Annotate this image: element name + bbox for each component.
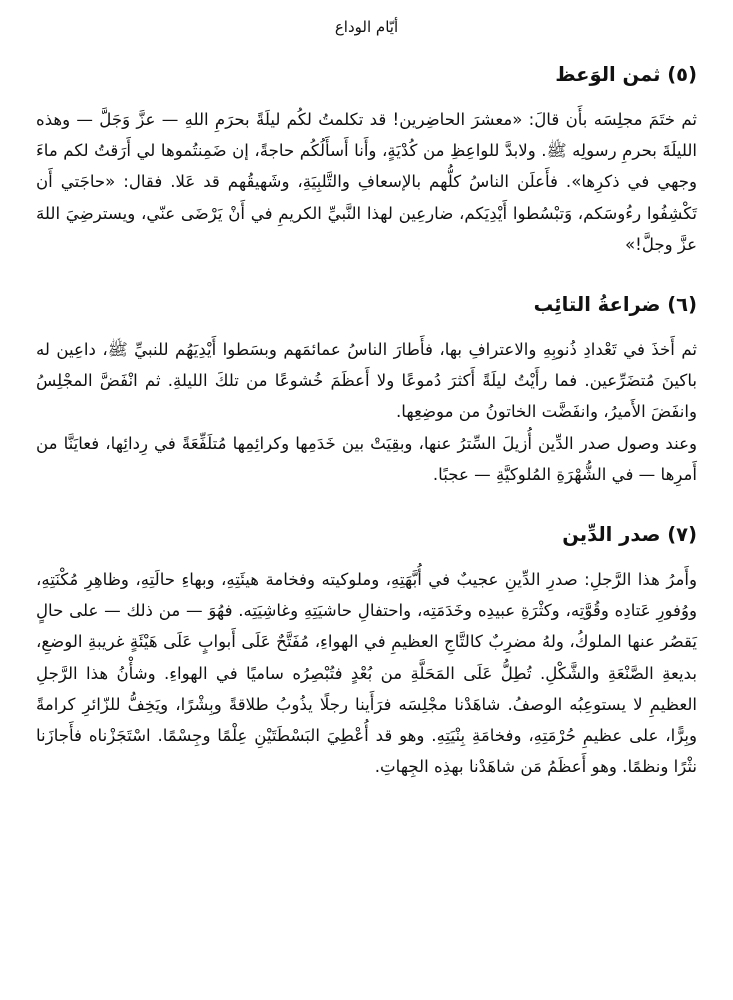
section-title: (٦) ضراعةُ التائِب xyxy=(533,293,697,317)
section-title: (٥) ثمن الوَعظ xyxy=(555,63,697,86)
paragraph: وعند وصول صدر الدِّين أُزيلَ السِّترُ عنها، وبقِيَتْ بين خَدَمِها وكرائِمِها مُتلَفِّعَةً في رِدائِها، فعايَنَّا من أَمرِها — في الشُّهْرَةِ المُلوكيَّةِ — عجبًا. xyxy=(36,433,697,484)
paragraph: ثم ختَمَ مجلِسَه بأَن قالَ: «معشرَ الحاضِرين! قد تكلمتُ لكُم ليلَةً بحرَمِ اللهِ — عزَّ وَجَلَّ — وهذه الليلَةَ بحرمِ رسولِه ﷺ. ولابدَّ للواعِظِ من كُدْيَةٍ، وأَنا أَسأَلُكُم حاجةً، إن ضَمِنتُموها لي أَرَقتُ لكم ماءَ وجهي في ذكرِها». فأَعلَن الناسُ كلُّهم بالإسعافِ والتَّلبِيَةِ، وشَهيقُهم قد عَلا. فقال: «حاجَتي أَن تَكْشِفُوا رءُوسَكم، وَتبْسُطوا أَيْدِيَكم، ضارعِين لهذا النَّبيِّ الكريمِ في أَنْ يَرْضَى عنّي، ويسترضِيَ اللهَ عزَّ وجلَّ!» xyxy=(36,110,697,254)
section-5 xyxy=(36,60,697,260)
section-7 xyxy=(36,520,697,782)
paragraph: ثم أَخذَ في تَعْدادِ ذُنوبِهِ والاعترافِ بها، فأَطارَ الناسُ عمائمَهم وبسَطوا أَيْدِيَهُم للنبيِّ ﷺ، داعِين له باكينَ مُتضَرِّعين. فما رأَيْتُ ليلَةً أَكثرَ دُموعًا ولا أَعظَمَ خُشوعًا من تلكَ الليلةِ. ثم انْفَضَّ المجْلِسُ وانفَضَ الأَميرُ، وانفَضَّت الخاتونُ من موضِعِها. xyxy=(36,340,697,422)
paragraph: وأَمرُ هذا الرَّجلِ: صدرِ الدِّينِ عجيبٌ في أُبَّهَتِهِ، وملوكيته وفخامة هيئَتِهِ، وبهاءِ حالَتِهِ، وظاهِرِ مُكْنَتِهِ، ووُفورِ عَتادِه وقُوَّتِه، وكثْرَةِ عبيدِه وخَدَمَتِه، واحتفالِ حاشيَتِهِ وغاشِيَتِه. فهُوَ — من ذلك — على حالٍ يَقصُر عنها الملوكُ، ولهُ مضرِبٌ كالتَّاجِ العظيمِ في الهواءِ، مُفَتَّحٌ عَلَى أَبوابٍ عَلَى هَيْئَةٍ غريبةِ الوضعِ، بديعةِ الصَّنْعَةِ والشَّكْلِ. تُطِلُّ عَلَى المَحَلَّةِ من بُعْدٍ فتُبْصِرُه ساميًا في الهواءِ. وشأْنُ هذا الرَّجلِ العظيمِ لا يستوعِبُه الوصفُ. شاهَدْنا مجْلِسَه فرَأَينا رجلًا يذُوبُ طلاقةً وبِشْرًا، ويَخِفُّ للزّائرِ كرامةً وبِرًّا، على عظيمِ حُرْمَتِهِ، وفخامَةِ بِنْيَتِهِ. وهو قد أُعْطِيَ البَسْطَتَيْنِ عِلْمًا وجِسْمًا. اسْتَجَزْناه فأَجازَنا نثْرًا ونظمًا. وهو أَعظَمُ مَن شاهَدْنا بهذِه الجِهاتِ. xyxy=(36,570,697,777)
running-header: أيّام الوداع xyxy=(334,18,399,36)
section-title: (٧) صدر الدِّين xyxy=(562,523,697,547)
section-6 xyxy=(36,290,697,490)
